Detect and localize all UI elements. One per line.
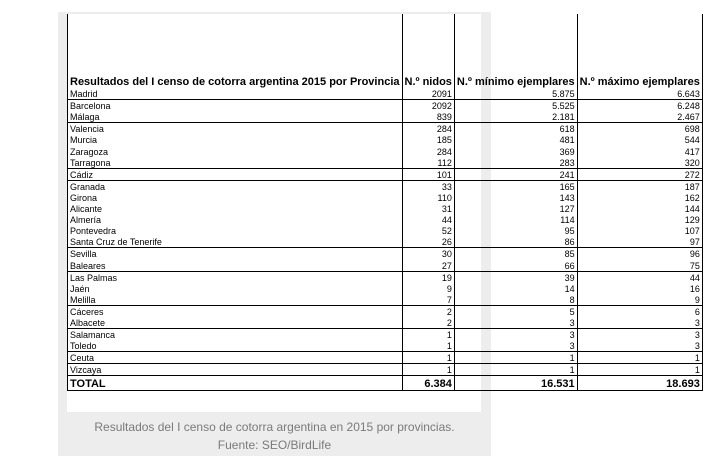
table-row: [68, 364, 703, 376]
min-cell: 143: [454, 192, 577, 203]
province-cell: Granada: [68, 180, 403, 192]
min-cell: 618: [454, 123, 577, 135]
col-header-max: [577, 14, 702, 88]
nests-cell: 284: [402, 145, 454, 156]
max-cell: 6.643: [577, 88, 702, 100]
nests-cell: 185: [402, 134, 454, 145]
province-cell: Almería: [68, 214, 403, 225]
min-cell: 2.181: [454, 111, 577, 123]
max-cell: 1: [577, 364, 702, 376]
min-cell: 127: [454, 203, 577, 214]
table-title: Resultados del I censo de cotorra argentina 2015 por Provincia: [68, 14, 403, 88]
province-cell: Melilla: [68, 294, 403, 306]
province-cell: Albacete: [68, 317, 403, 329]
table-row: [68, 134, 703, 145]
province-cell: Madrid: [68, 88, 403, 100]
table-row: [68, 225, 703, 236]
max-cell: 96: [577, 248, 702, 260]
province-cell: Alicante: [68, 203, 403, 214]
table-row: [68, 294, 703, 306]
table-row: [68, 259, 703, 271]
table-row: [68, 192, 703, 203]
nests-cell: 30: [402, 248, 454, 260]
max-cell: 9: [577, 294, 702, 306]
caption-line-2: Fuente: SEO/BirdLife: [217, 438, 332, 452]
min-cell: 165: [454, 180, 577, 192]
min-cell: 66: [454, 259, 577, 271]
province-cell: Valencia: [68, 123, 403, 135]
nests-cell: 27: [402, 259, 454, 271]
min-cell: 1: [454, 364, 577, 376]
province-cell: Jaén: [68, 283, 403, 294]
table-row: [68, 214, 703, 225]
province-cell: Cáceres: [68, 305, 403, 317]
min-cell: 283: [454, 157, 577, 169]
nests-cell: 101: [402, 168, 454, 180]
total-row: [68, 376, 703, 391]
table-body: [68, 88, 703, 391]
province-cell: Ceuta: [68, 352, 403, 364]
total-value: 6.384: [402, 376, 454, 391]
table-row: [68, 271, 703, 283]
max-cell: 129: [577, 214, 702, 225]
nests-cell: 1: [402, 328, 454, 340]
nests-cell: 2: [402, 305, 454, 317]
max-cell: 2.467: [577, 111, 702, 123]
total-value: 18.693: [577, 376, 702, 391]
min-cell: 5.875: [454, 88, 577, 100]
table-row: [68, 236, 703, 248]
province-cell: Zaragoza: [68, 145, 403, 156]
table-row: [68, 157, 703, 169]
province-cell: Cádiz: [68, 168, 403, 180]
col-header-nests: N.º nidos: [402, 14, 454, 88]
province-cell: Vizcaya: [68, 364, 403, 376]
nests-cell: 2: [402, 317, 454, 329]
nests-cell: 33: [402, 180, 454, 192]
table-row: [68, 203, 703, 214]
max-cell: 6.248: [577, 100, 702, 112]
min-cell: 85: [454, 248, 577, 260]
max-cell: 698: [577, 123, 702, 135]
nests-cell: 1: [402, 340, 454, 352]
province-cell: Málaga: [68, 111, 403, 123]
min-cell: 369: [454, 145, 577, 156]
table-row: [68, 100, 703, 112]
min-cell: 39: [454, 271, 577, 283]
nests-cell: 112: [402, 157, 454, 169]
nests-cell: 52: [402, 225, 454, 236]
province-cell: Baleares: [68, 259, 403, 271]
max-cell: 417: [577, 145, 702, 156]
province-cell: Las Palmas: [68, 271, 403, 283]
province-cell: Barcelona: [68, 100, 403, 112]
nests-cell: 26: [402, 236, 454, 248]
nests-cell: 110: [402, 192, 454, 203]
table-row: [68, 168, 703, 180]
max-cell: 320: [577, 157, 702, 169]
min-cell: 481: [454, 134, 577, 145]
table-row: [68, 88, 703, 100]
max-cell: 6: [577, 305, 702, 317]
min-cell: 95: [454, 225, 577, 236]
min-cell: 241: [454, 168, 577, 180]
nests-cell: 284: [402, 123, 454, 135]
nests-cell: 2092: [402, 100, 454, 112]
nests-cell: 839: [402, 111, 454, 123]
province-cell: Toledo: [68, 340, 403, 352]
province-cell: Salamanca: [68, 328, 403, 340]
table-row: [68, 283, 703, 294]
table-row: [68, 111, 703, 123]
table-row: [68, 248, 703, 260]
nests-cell: 2091: [402, 88, 454, 100]
min-cell: 14: [454, 283, 577, 294]
min-cell: 114: [454, 214, 577, 225]
province-cell: Sevilla: [68, 248, 403, 260]
table-row: [68, 317, 703, 329]
census-table: [67, 14, 703, 391]
census-table-image: [67, 14, 700, 412]
max-cell: 544: [577, 134, 702, 145]
table-row: [68, 145, 703, 156]
province-cell: Pontevedra: [68, 225, 403, 236]
max-cell: 162: [577, 192, 702, 203]
col-header-min: [454, 14, 577, 88]
table-row: [68, 328, 703, 340]
nests-cell: 31: [402, 203, 454, 214]
min-cell: 5: [454, 305, 577, 317]
col-header-min-text: N.º mínimo ejemplares: [456, 76, 575, 88]
max-cell: 144: [577, 203, 702, 214]
min-cell: 1: [454, 352, 577, 364]
caption-line-1: Resultados del I censo de cotorra argentina en 2015 por provincias.: [94, 420, 455, 434]
min-cell: 3: [454, 317, 577, 329]
max-cell: 97: [577, 236, 702, 248]
min-cell: 8: [454, 294, 577, 306]
province-cell: Tarragona: [68, 157, 403, 169]
max-cell: 272: [577, 168, 702, 180]
max-cell: 187: [577, 180, 702, 192]
max-cell: 3: [577, 340, 702, 352]
min-cell: 86: [454, 236, 577, 248]
nests-cell: 9: [402, 283, 454, 294]
min-cell: 3: [454, 340, 577, 352]
max-cell: 1: [577, 352, 702, 364]
total-label: TOTAL: [68, 376, 403, 391]
nests-cell: 19: [402, 271, 454, 283]
table-row: [68, 340, 703, 352]
table-row: [68, 305, 703, 317]
nests-cell: 44: [402, 214, 454, 225]
min-cell: 3: [454, 328, 577, 340]
max-cell: 107: [577, 225, 702, 236]
max-cell: 3: [577, 317, 702, 329]
nests-cell: 7: [402, 294, 454, 306]
max-cell: 75: [577, 259, 702, 271]
table-row: [68, 180, 703, 192]
province-cell: Santa Cruz de Tenerife: [68, 236, 403, 248]
table-row: [68, 352, 703, 364]
table-row: [68, 123, 703, 135]
figure-caption: [58, 418, 491, 454]
nests-cell: 1: [402, 364, 454, 376]
province-cell: Girona: [68, 192, 403, 203]
max-cell: 16: [577, 283, 702, 294]
col-header-max-text: N.º máximo ejemplares: [579, 76, 700, 88]
max-cell: 44: [577, 271, 702, 283]
total-value: 16.531: [454, 376, 577, 391]
min-cell: 5.525: [454, 100, 577, 112]
max-cell: 3: [577, 328, 702, 340]
nests-cell: 1: [402, 352, 454, 364]
figure-frame: [58, 12, 700, 456]
province-cell: Murcia: [68, 134, 403, 145]
